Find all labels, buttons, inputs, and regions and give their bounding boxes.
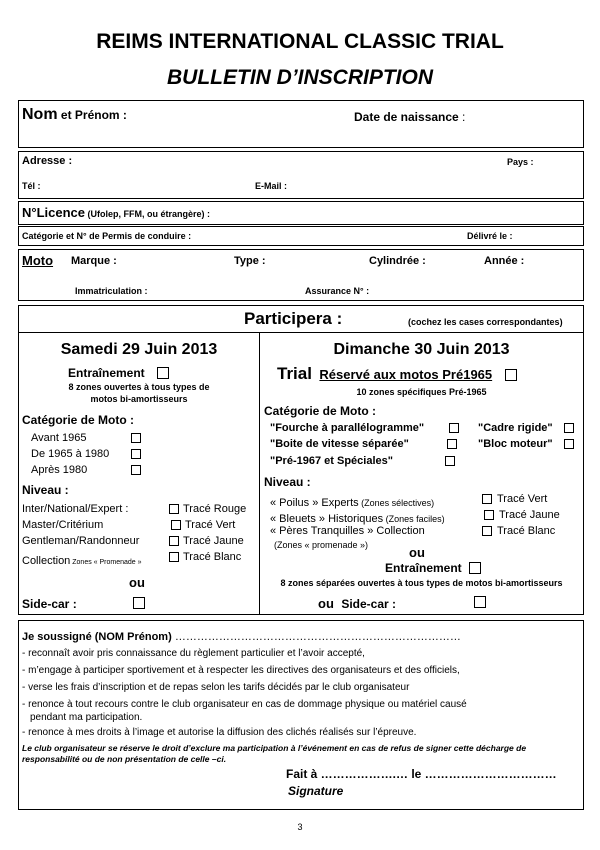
assurance-label: Assurance N° : (305, 286, 370, 296)
sunday-sidecar-checkbox[interactable] (474, 596, 486, 608)
sunday-niveau-3: « Pères Tranquilles » Collection (270, 525, 425, 537)
sunday-category-3-checkbox[interactable] (447, 439, 457, 449)
participation-section (18, 305, 584, 615)
sunday-niveau-2: « Bleuets » Historiques (270, 513, 384, 525)
participation-title: Participera : (244, 309, 343, 328)
saturday-ou: ou (129, 575, 145, 590)
sunday-category-1: "Fourche à parallélogramme" (270, 422, 425, 434)
birthdate-label: Date de naissance (354, 110, 459, 124)
licence-label: N°Licence (22, 205, 86, 220)
disclaimer-line: Le club organisateur se réserve le droit d’exclure ma participation à l’événement en cas de refus de signer cette décharge de (22, 743, 527, 753)
licence-note: (Ufolep, FFM, ou étrangère) : (85, 209, 211, 219)
sunday-training-desc: 8 zones séparées ouvertes à tous types de motos bi-amortisseurs (280, 578, 563, 588)
saturday-niveau-3-checkbox[interactable] (169, 536, 179, 546)
declaration-item: - renonce à tout recours contre le club organisateur en cas de dommage physique ou matériel causé (22, 699, 467, 710)
participation-divider (19, 332, 583, 333)
saturday-category-3: Après 1980 (31, 464, 88, 476)
saturday-trace-1: Tracé Rouge (183, 503, 247, 515)
sunday-niveau-3-checkbox[interactable] (482, 526, 492, 536)
sunday-ou2: ou (318, 596, 334, 611)
disclaimer-line: responsabilité ou de non présentation de celle –ci. (22, 754, 227, 764)
identity-section: Nom et Prénom : Date de naissance : (18, 100, 584, 148)
sunday-category-title: Catégorie de Moto : (264, 404, 377, 418)
type-label: Type : (234, 255, 266, 267)
sunday-reserve-label: Réservé aux motos Pré1965 (319, 367, 493, 382)
sunday-niveau-1-note: (Zones sélectives) (358, 498, 435, 508)
saturday-niveau-1: Inter/National/Expert : (22, 503, 129, 515)
saturday-training-checkbox[interactable] (157, 367, 169, 379)
sunday-trial-label: Trial (277, 364, 312, 383)
saturday-trace-2: Tracé Vert (185, 519, 236, 531)
sunday-promenade-note: (Zones « promenade ») (274, 540, 369, 550)
cylindree-label: Cylindrée : (369, 255, 426, 267)
sunday-trial-checkbox[interactable] (505, 369, 517, 381)
saturday-category-3-checkbox[interactable] (131, 465, 141, 475)
permis-section (18, 226, 584, 246)
saturday-training-desc2: motos bi-amortisseurs (90, 394, 188, 404)
declaration-dots: …………………………………………………………………… (171, 631, 461, 643)
declaration-item: - reconnaît avoir pris connaissance du règlement particulier et l’avoir accepté, (22, 648, 365, 659)
sunday-niveau-1: « Poilus » Experts (270, 497, 359, 509)
address-label: Adresse : (22, 155, 73, 167)
sunday-category-4-checkbox[interactable] (564, 439, 574, 449)
immat-label: Immatriculation : (75, 286, 148, 296)
sunday-trace-2: Tracé Jaune (499, 509, 560, 521)
sunday-category-2: "Cadre rigide" (478, 422, 553, 434)
saturday-niveau-2-checkbox[interactable] (171, 520, 181, 530)
saturday-title: Samedi 29 Juin 2013 (60, 341, 218, 358)
country-label: Pays : (507, 157, 534, 167)
sunday-niveau-1-checkbox[interactable] (482, 494, 492, 504)
moto-section (18, 249, 584, 301)
prenom-label: et Prénom : (57, 108, 127, 122)
sunday-category-5: "Pré-1967 et Spéciales" (270, 455, 393, 467)
sunday-trace-1: Tracé Vert (497, 493, 548, 505)
form-subtitle: BULLETIN D’INSCRIPTION (167, 66, 433, 89)
saturday-niveau-2: Master/Critérium (22, 519, 104, 531)
saturday-category-2-checkbox[interactable] (131, 449, 141, 459)
saturday-niveau-4-checkbox[interactable] (169, 552, 179, 562)
sunday-trace-3: Tracé Blanc (497, 525, 556, 537)
saturday-niveau-3: Gentleman/Randonneur (22, 535, 140, 547)
participation-note: (cochez les cases correspondantes) (408, 317, 563, 327)
sunday-title: Dimanche 30 Juin 2013 (333, 341, 510, 358)
annee-label: Année : (484, 255, 525, 267)
address-section (18, 151, 584, 199)
declaration-item: - verse les frais d’inscription et de repas selon les tarifs décidés par le club organisateur (22, 682, 410, 693)
saturday-niveau-title: Niveau : (22, 483, 69, 497)
saturday-sidecar-checkbox[interactable] (133, 597, 145, 609)
sunday-zones-desc: 10 zones spécifiques Pré-1965 (356, 387, 487, 397)
saturday-category-1-checkbox[interactable] (131, 433, 141, 443)
saturday-category-title: Catégorie de Moto : (22, 413, 135, 427)
sunday-training-checkbox[interactable] (469, 562, 481, 574)
declaration-item: - m’engage à participer sportivement et à respecter les directives des organisateurs et des officiels, (22, 665, 460, 676)
day-divider (259, 332, 260, 614)
sunday-niveau-title: Niveau : (264, 475, 311, 489)
sunday-niveau-2-note: (Zones faciles) (383, 514, 445, 524)
permis-label: Catégorie et N° de Permis de conduire : (22, 231, 192, 241)
form-title: REIMS INTERNATIONAL CLASSIC TRIAL (96, 30, 504, 53)
email-label: E-Mail : (255, 181, 288, 191)
declaration-item: - renonce à mes droits à l’image et autorise la diffusion des clichés réalisés sur l’épreuve. (22, 727, 417, 738)
saturday-niveau-4: Collection (22, 555, 71, 567)
saturday-training-desc: 8 zones ouvertes à tous types de (68, 382, 210, 392)
sunday-sidecar-label: Side-car : (341, 597, 397, 611)
declaration-section (18, 620, 584, 810)
declaration-intro: Je soussigné (NOM Prénom) (22, 631, 172, 643)
sunday-category-3: "Boite de vitesse séparée" (270, 438, 409, 450)
licence-section (18, 201, 584, 225)
sunday-ou: ou (409, 545, 425, 560)
saturday-trace-3: Tracé Jaune (183, 535, 244, 547)
moto-label: Moto (22, 253, 54, 268)
delivre-label: Délivré le : (467, 231, 513, 241)
sunday-category-4: "Bloc moteur" (478, 438, 553, 450)
sunday-niveau-2-checkbox[interactable] (484, 510, 494, 520)
marque-label: Marque : (71, 255, 117, 267)
saturday-trace-4: Tracé Blanc (183, 551, 242, 563)
phone-label: Tél : (22, 181, 41, 191)
declaration-item: pendant ma participation. (30, 712, 143, 723)
signature-label: Signature (288, 784, 344, 798)
saturday-category-2: De 1965 à 1980 (31, 448, 110, 460)
saturday-sidecar-label: Side-car : (22, 597, 77, 611)
nom-label: Nom (22, 106, 58, 123)
saturday-training-label: Entraînement (68, 366, 145, 380)
page-number: 3 (297, 822, 303, 832)
sunday-category-5-checkbox[interactable] (445, 456, 455, 466)
saturday-category-1: Avant 1965 (31, 432, 87, 444)
sunday-training-label: Entraînement (385, 561, 462, 575)
saturday-niveau-1-checkbox[interactable] (169, 504, 179, 514)
sunday-category-2-checkbox[interactable] (564, 423, 574, 433)
fait-line: Fait à ……………….… le …………………………… (286, 767, 557, 781)
saturday-niveau-4-note: Zones « Promenade » (70, 559, 142, 566)
sunday-category-1-checkbox[interactable] (449, 423, 459, 433)
